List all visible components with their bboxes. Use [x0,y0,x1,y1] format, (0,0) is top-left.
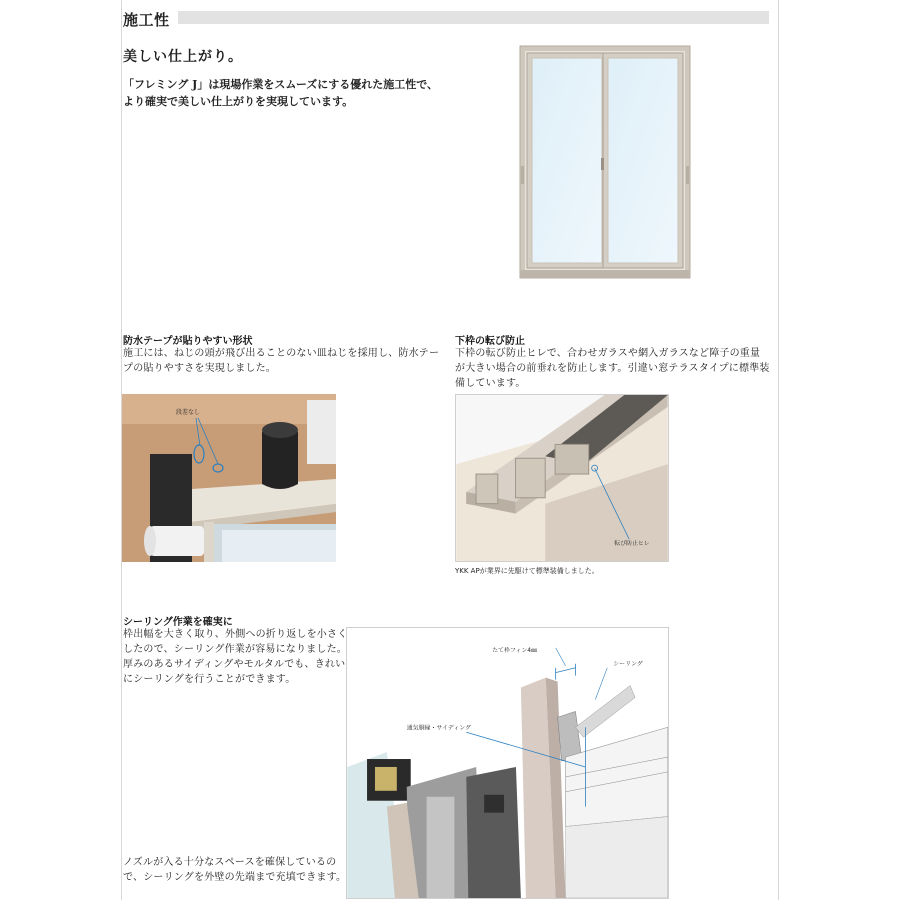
sealing-bottom-text [123,855,346,885]
sealing-text [123,627,347,687]
sealing-title: シーリング作業を確実に [123,617,233,628]
page-right-rule [778,0,779,900]
waterproof-line: プの貼りやすさを実現しました。 [123,363,276,374]
sealing-bottom-line: ノズルが入る十分なスペースを確保しているの [123,857,337,868]
sliding-window-photo [518,44,692,280]
intro-line: より確実で美しい仕上がりを実現しています。 [123,95,354,108]
fall-prevention-illustration [455,394,669,562]
waterproof-title: 防水テープが貼りやすい形状 [123,336,253,347]
intro-line: 「フレミング J」は現場作業をスムーズにする優れた施工性で、 [123,78,439,91]
sealing-line: 枠出幅を大きく取り、外側への折り返しを小さく [123,629,348,640]
waterproof-text [123,346,439,376]
fall-prevention-line: 下枠の転び防止ヒレで、合わせガラスや網入ガラスなど障子の重量 [455,348,761,359]
fall-prevention-title: 下枠の転び防止 [455,336,525,347]
fall-prevention-text [455,346,770,391]
section-title: 施工性 [123,11,170,29]
sealing-bottom-line: で、シーリングを外壁の先端まで充填できます。 [123,872,347,883]
waterproof-tape-illustration [122,394,336,562]
fall-prevention-line: 備しています。 [455,378,526,389]
fall-prevention-line: が大きい場合の前垂れを防止します。引違い窓テラスタイプに標準装 [455,363,770,374]
sealing-line: 厚みのあるサイディングやモルタルでも、きれい [123,659,346,670]
siding-label: 通気胴縁・サイディング [406,724,472,732]
intro-headline: 美しい仕上がり。 [123,49,243,65]
sealing-line: したので、シーリング作業が容易になりました。 [123,644,347,655]
fall-prevention-caption: YKK APが業界に先駆けて標準装備しました。 [455,567,599,575]
sealing-line: にシーリングを行うことができます。 [123,674,296,685]
no-step-label: 段差なし [176,409,201,416]
sealing-label: シーリング [613,660,643,668]
section-title-bar [178,11,769,24]
fin-label: たて枠フィン4㎜ [492,646,537,654]
fall-fin-label: 転び防止ヒレ [614,541,650,548]
sealing-cross-section-illustration [346,627,669,899]
waterproof-line: 施工には、ねじの頭が飛び出ることのない皿ねじを採用し、防水テー [123,348,440,359]
intro-text [123,76,453,110]
